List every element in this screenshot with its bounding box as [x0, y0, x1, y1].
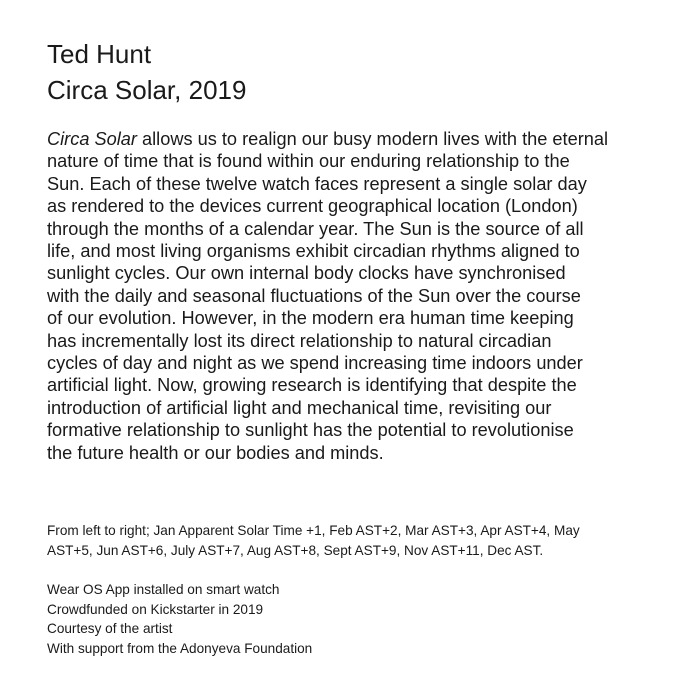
description-line: Sun. Each of these twelve watch faces represent a single solar day [47, 173, 587, 194]
artwork-description [47, 128, 608, 464]
description-line: with the daily and seasonal fluctuations of the Sun over the course [47, 285, 581, 306]
description-line: formative relationship to sunlight has the potential to revolutionise [47, 420, 574, 441]
description-line: sunlight cycles. Our own internal body clocks have synchronised [47, 263, 566, 284]
credit-line: Courtesy of the artist [47, 621, 173, 636]
description-line: introduction of artificial light and mechanical time, revisiting our [47, 397, 552, 418]
description-line: cycles of day and night as we spend increasing time indoors under [47, 353, 583, 374]
credit-line: Wear OS App installed on smart watch [47, 582, 280, 597]
description-line: as rendered to the devices current geographical location (London) [47, 196, 578, 217]
description-text: allows us to realign our busy modern lives with the eternal [136, 129, 609, 149]
credit-line: Crowdfunded on Kickstarter in 2019 [47, 601, 264, 617]
description-line: artificial light. Now, growing research is identifying that despite the [47, 375, 577, 396]
description-line: nature of time that is found within our enduring relationship to the [47, 151, 570, 172]
note-line: From left to right; Jan Apparent Solar Time +1, Feb AST+2, Mar AST+3, Apr AST+4, May [47, 523, 580, 538]
label-title [47, 36, 246, 108]
arrangement-note [47, 521, 580, 560]
credit-line: With support from the Adonyeva Foundation [47, 640, 313, 656]
description-line: has incrementally lost its direct relationship to natural circadian [47, 330, 552, 351]
description-line: the future health or our bodies and minds. [47, 442, 384, 463]
artist-name: Ted Hunt [47, 39, 152, 69]
artwork-title: Circa Solar, 2019 [47, 75, 247, 105]
description-line: life, and most living organisms exhibit circadian rhythms aligned to [47, 241, 580, 262]
description-line: through the months of a calendar year. The Sun is the source of all [47, 218, 584, 239]
description-line [47, 128, 608, 150]
description-line: of our evolution. However, in the modern era human time keeping [47, 308, 574, 329]
italic-title: Circa Solar [47, 129, 137, 149]
credits [47, 580, 312, 658]
note-line: AST+5, Jun AST+6, July AST+7, Aug AST+8, Sept AST+9, Nov AST+11, Dec AST. [47, 542, 544, 558]
